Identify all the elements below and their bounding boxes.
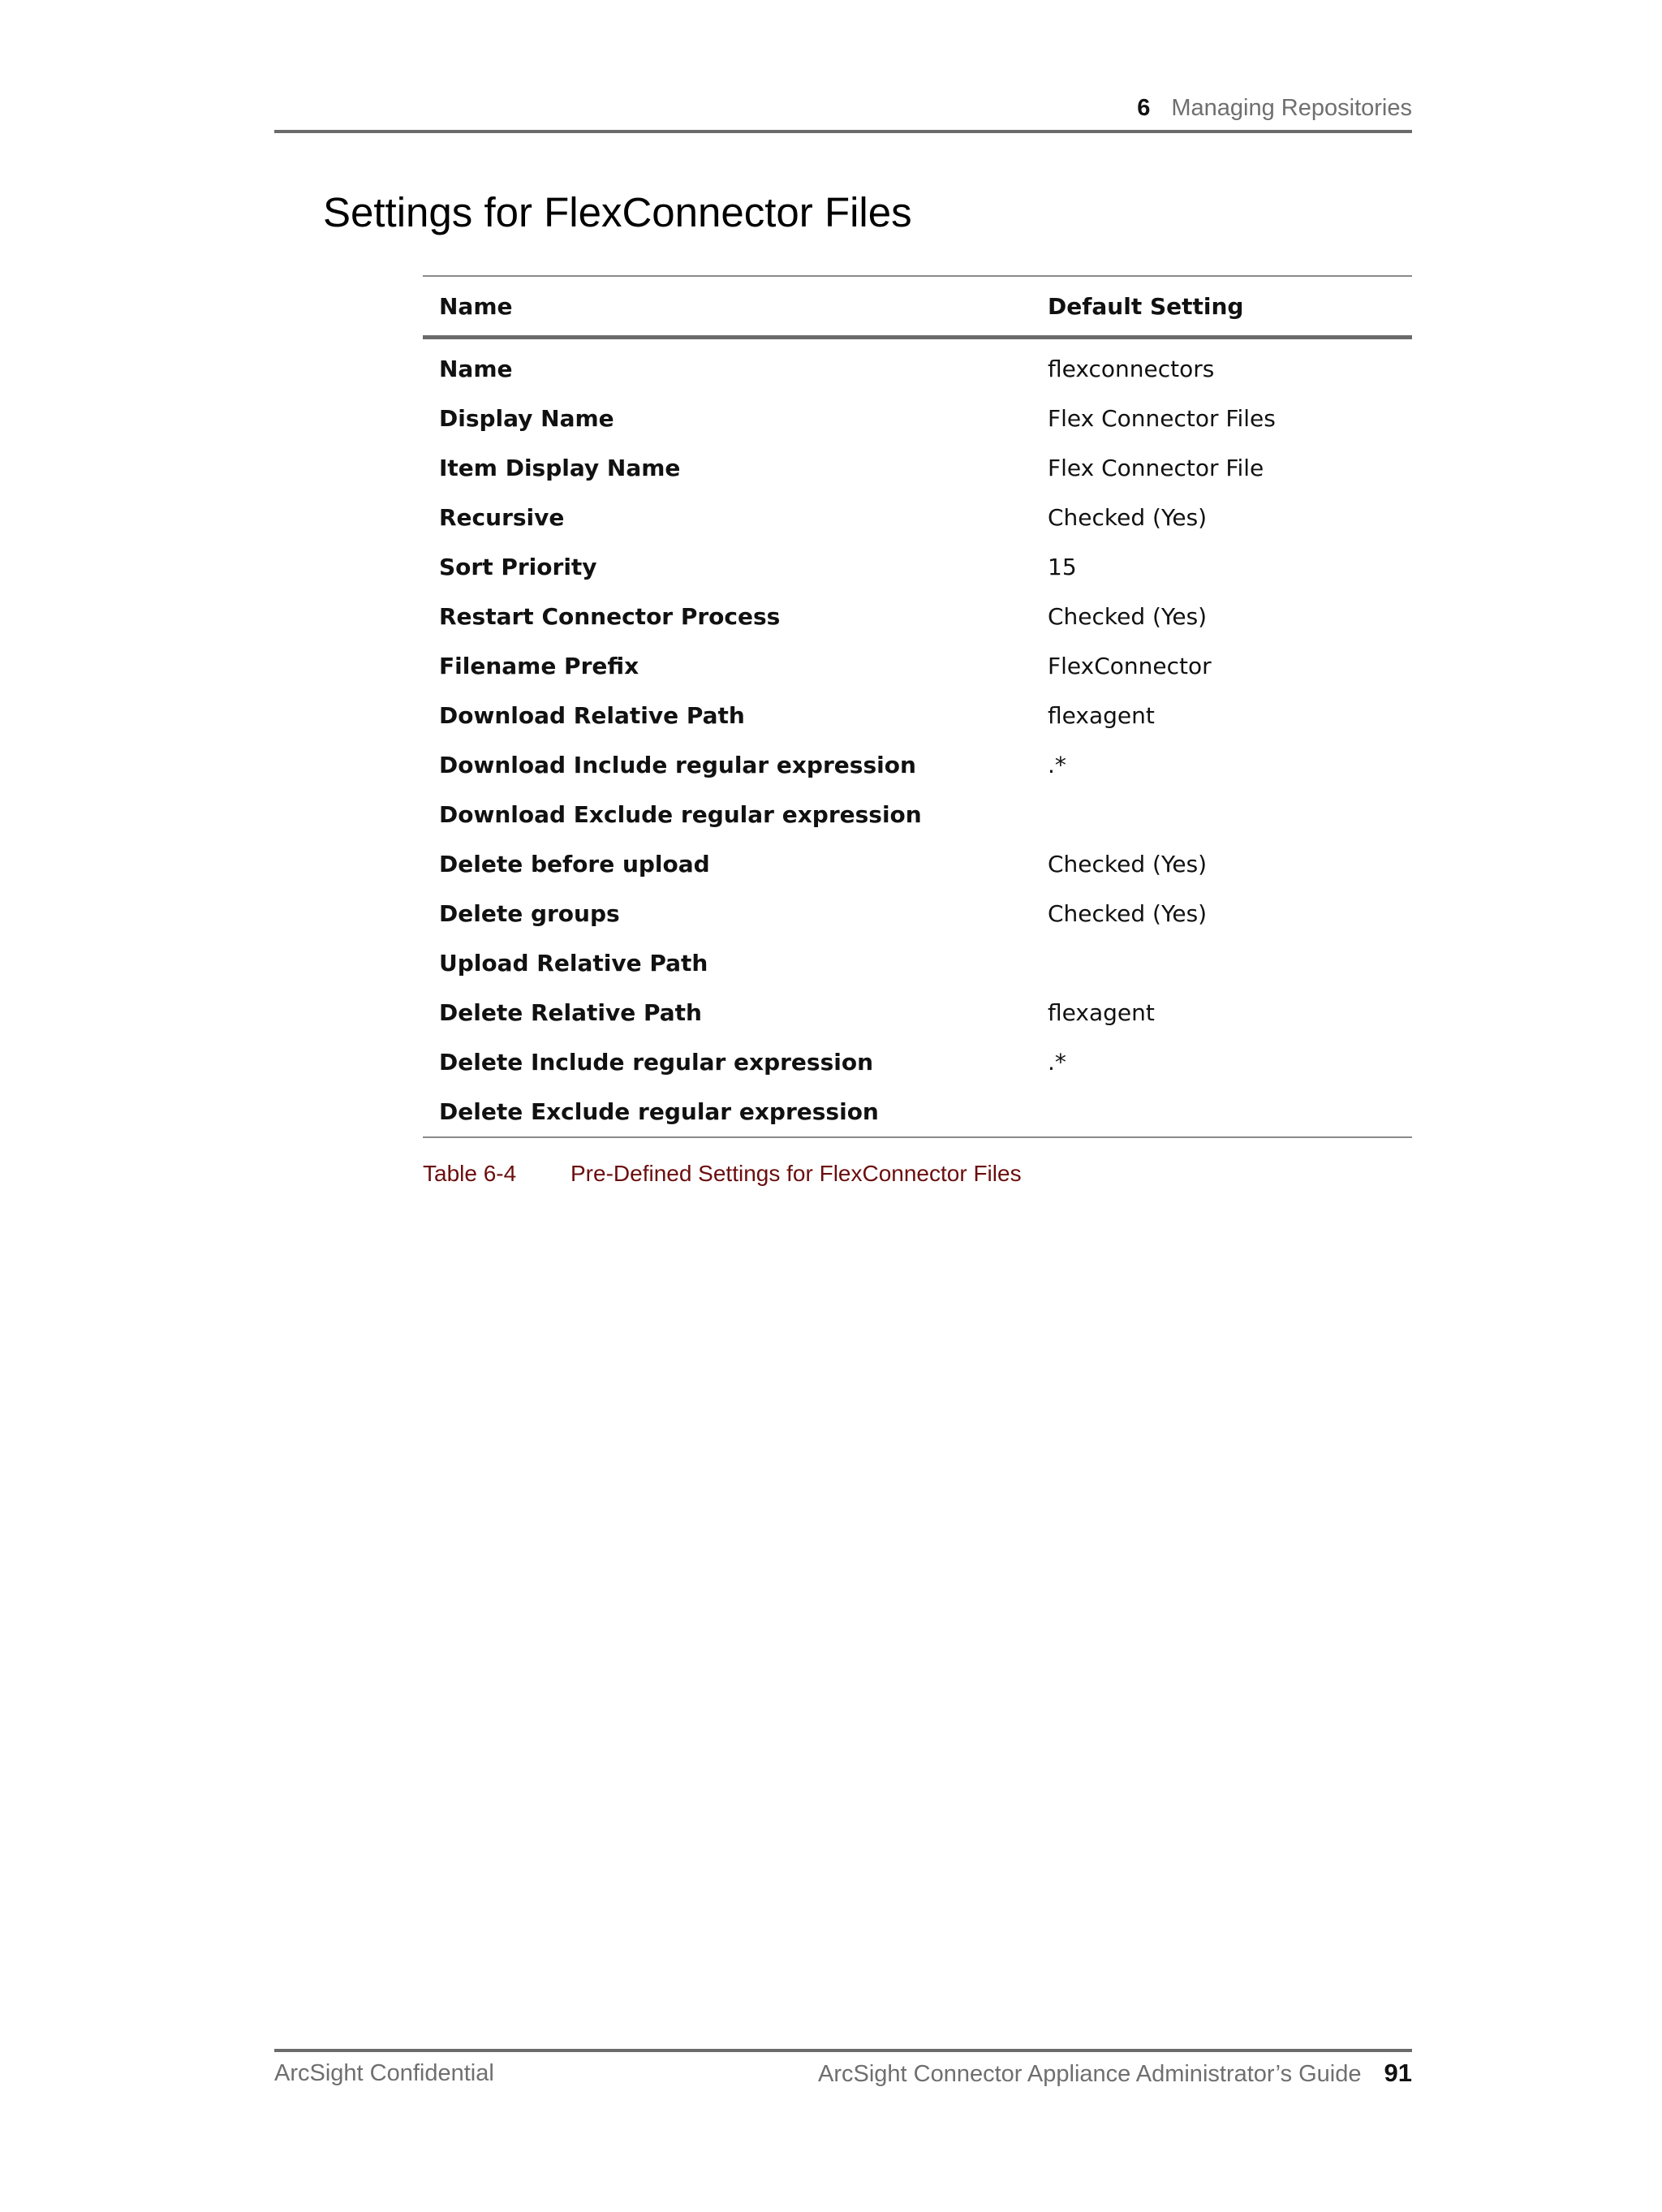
setting-default-value: flexagent <box>1048 999 1155 1026</box>
setting-default-value: Checked (Yes) <box>1048 603 1208 630</box>
settings-table <box>423 275 1412 1138</box>
setting-name: Upload Relative Path <box>439 950 708 977</box>
setting-default-value: Checked (Yes) <box>1048 900 1208 927</box>
settings-table-body <box>423 338 1412 1138</box>
setting-name: Download Exclude regular expression <box>439 801 922 828</box>
table-row <box>423 691 1412 740</box>
setting-default-value: Checked (Yes) <box>1048 504 1208 531</box>
running-header <box>1137 95 1412 122</box>
column-header-name: Name <box>423 276 1031 338</box>
chapter-title: Managing Repositories <box>1171 95 1412 121</box>
setting-name: Delete Relative Path <box>439 999 702 1026</box>
setting-name: Recursive <box>439 504 565 531</box>
setting-name: Display Name <box>439 405 614 432</box>
table-row <box>423 641 1412 691</box>
page-footer <box>274 2049 1412 2089</box>
setting-name: Delete groups <box>439 900 620 927</box>
setting-name: Delete Include regular expression <box>439 1049 874 1076</box>
column-header-default-setting: Default Setting <box>1031 276 1412 338</box>
setting-default-value <box>1031 1087 1412 1137</box>
setting-default-value: Flex Connector File <box>1048 455 1264 481</box>
table-row <box>423 1087 1412 1137</box>
setting-default-value: Flex Connector Files <box>1048 405 1276 432</box>
table-row <box>423 938 1412 988</box>
setting-default-value: flexagent <box>1048 702 1155 729</box>
setting-name: Name <box>439 356 513 382</box>
chapter-number: 6 <box>1137 95 1151 121</box>
table-row <box>423 394 1412 443</box>
guide-title: ArcSight Connector Appliance Administrator’s Guide <box>818 2061 1362 2087</box>
table-row <box>423 988 1412 1037</box>
setting-default-value: FlexConnector <box>1048 653 1212 679</box>
setting-name: Download Relative Path <box>439 702 745 729</box>
table-row <box>423 839 1412 889</box>
caption-text: Pre-Defined Settings for FlexConnector Files <box>571 1161 1022 1186</box>
setting-name: Delete before upload <box>439 851 710 877</box>
setting-name: Item Display Name <box>439 455 681 481</box>
table-row <box>423 1037 1412 1087</box>
setting-default-value: flexconnectors <box>1048 356 1215 382</box>
setting-default-value: Checked (Yes) <box>1048 851 1208 877</box>
settings-table-container <box>423 275 1412 1138</box>
setting-name: Delete Exclude regular expression <box>423 1087 1031 1137</box>
footer-guide-info <box>818 2059 1412 2088</box>
table-row <box>423 493 1412 542</box>
table-row <box>423 790 1412 839</box>
table-row <box>423 740 1412 790</box>
table-row <box>423 542 1412 592</box>
setting-default-value <box>1031 938 1412 988</box>
setting-default-value: .* <box>1048 1049 1066 1076</box>
table-row <box>423 889 1412 938</box>
table-row <box>423 592 1412 641</box>
setting-name: Download Include regular expression <box>439 752 916 778</box>
setting-default-value <box>1031 790 1412 839</box>
confidentiality-notice: ArcSight Confidential <box>274 2060 494 2086</box>
table-caption <box>423 1161 1022 1187</box>
page-header <box>274 91 1412 133</box>
table-row <box>423 338 1412 395</box>
setting-name: Restart Connector Process <box>439 603 781 630</box>
page-number: 91 <box>1384 2059 1412 2087</box>
table-header-row <box>423 276 1412 338</box>
setting-name: Filename Prefix <box>439 653 639 679</box>
setting-name: Sort Priority <box>439 554 597 580</box>
setting-default-value: .* <box>1048 752 1066 778</box>
setting-default-value: 15 <box>1048 554 1077 580</box>
table-row <box>423 443 1412 493</box>
section-title: Settings for FlexConnector Files <box>323 189 912 235</box>
caption-label: Table 6-4 <box>423 1161 517 1186</box>
